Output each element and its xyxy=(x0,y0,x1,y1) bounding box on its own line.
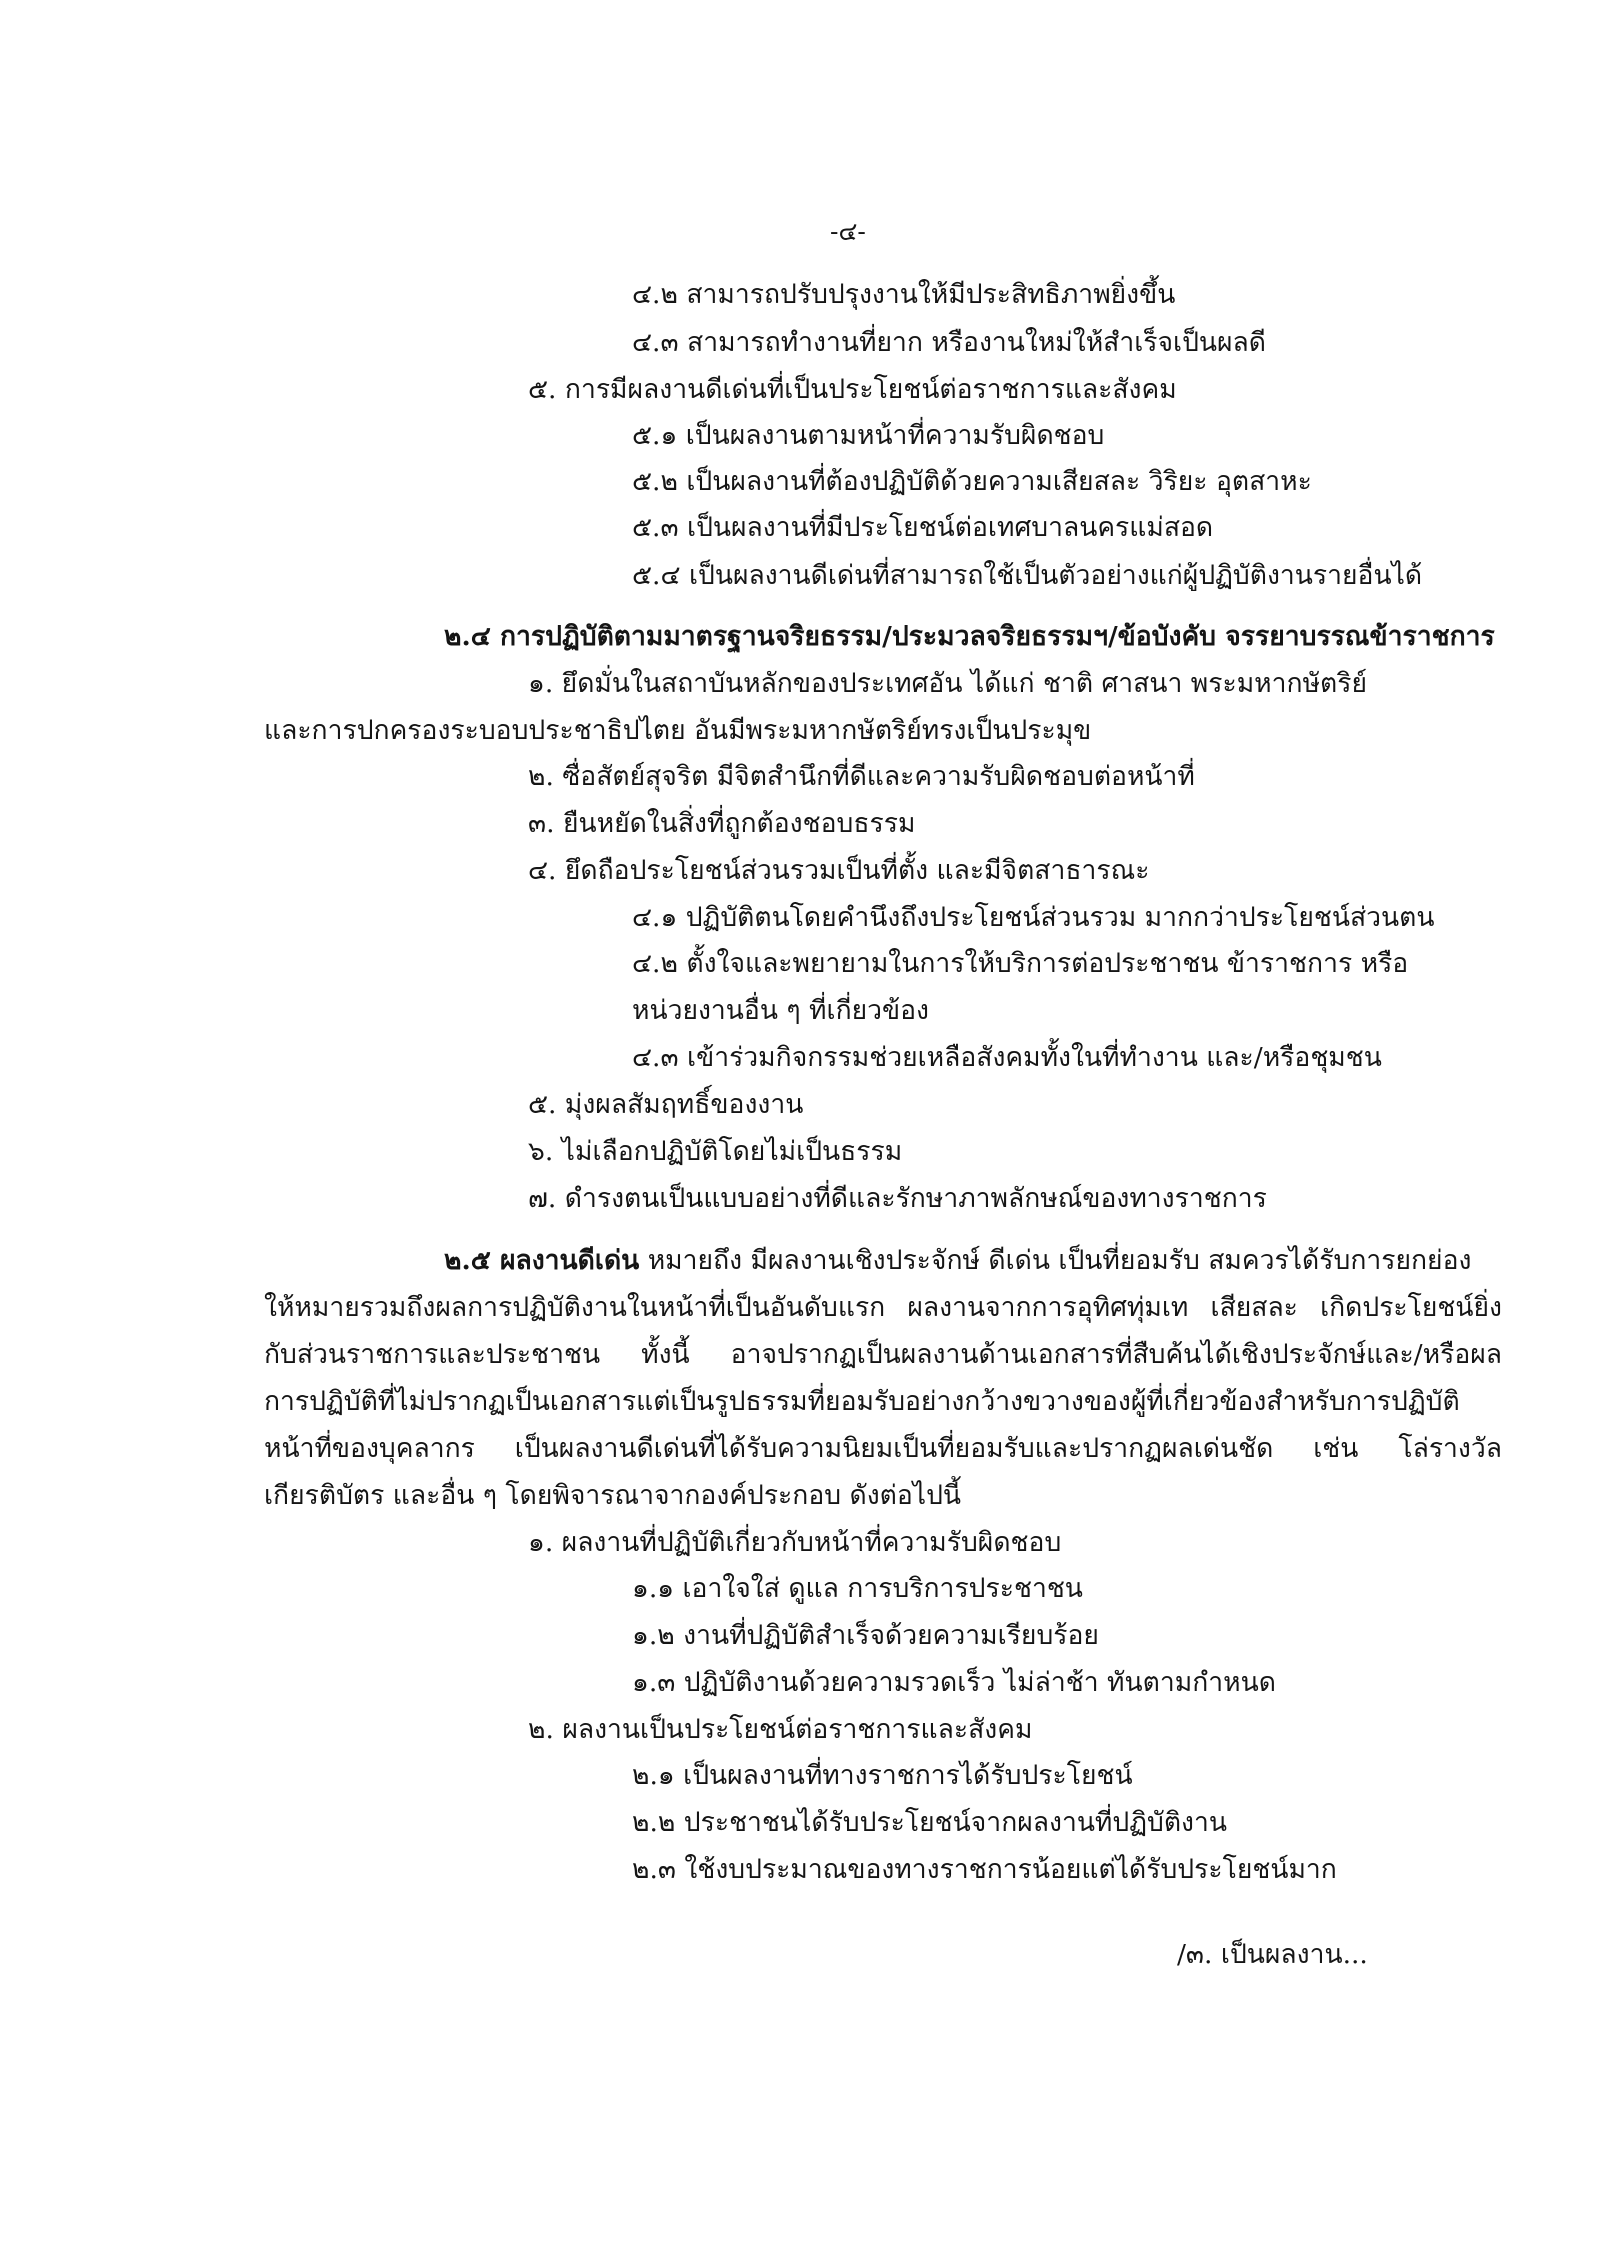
list-item-2-4-4-2-line2: หน่วยงานอื่น ๆ ที่เกี่ยวข้อง xyxy=(632,995,929,1026)
section-2-5-paragraph-line: การปฏิบัติที่ไม่ปรากฏเป็นเอกสารแต่เป็นรูปธรรมที่ยอมรับอย่างกว้างขวางของผู้ที่เกี่ยวข้องสำหรับการปฏิบัติ xyxy=(264,1386,1460,1417)
list-item-2-4-7: ๗. ดำรงตนเป็นแบบอย่างที่ดีและรักษาภาพลักษณ์ของทางราชการ xyxy=(528,1183,1267,1214)
list-item-2-5-2-2: ๒.๒ ประชาชนได้รับประโยชน์จากผลงานที่ปฏิบัติงาน xyxy=(632,1807,1227,1838)
list-item-5-1: ๕.๑ เป็นผลงานตามหน้าที่ความรับผิดชอบ xyxy=(632,420,1105,451)
section-2-5-heading: ๒.๕ ผลงานดีเด่น xyxy=(444,1245,640,1276)
list-item-2-5-1-3: ๑.๓ ปฏิบัติงานด้วยความรวดเร็ว ไม่ล่าช้า ทันตามกำหนด xyxy=(632,1667,1276,1698)
list-item-2-4-4-2-line1: ๔.๒ ตั้งใจและพยายามในการให้บริการต่อประชาชน ข้าราชการ หรือ xyxy=(632,948,1409,979)
section-2-4-heading: ๒.๔ การปฏิบัติตามมาตรฐานจริยธรรม/ประมวลจริยธรรมฯ/ข้อบังคับ จรรยาบรรณข้าราชการ xyxy=(444,621,1495,652)
section-2-5-paragraph-line: ให้หมายรวมถึงผลการปฏิบัติงานในหน้าที่เป็นอันดับแรก ผลงานจากการอุทิศทุ่มเท เสียสละ เกิดประโยชน์ยิ่ง xyxy=(264,1292,1502,1323)
section-2-5-paragraph-line: หมายถึง มีผลงานเชิงประจักษ์ ดีเด่น เป็นที่ยอมรับ สมควรได้รับการยกย่อง xyxy=(647,1245,1472,1276)
section-2-5-paragraph-line: กับส่วนราชการและประชาชน ทั้งนี้ อาจปรากฏเป็นผลงานด้านเอกสารที่สืบค้นได้เชิงประจักษ์และ/หรือผล xyxy=(264,1339,1502,1370)
list-item-2-5-2-1: ๒.๑ เป็นผลงานที่ทางราชการได้รับประโยชน์ xyxy=(632,1760,1133,1791)
section-2-5-paragraph-line: หน้าที่ของบุคลากร เป็นผลงานดีเด่นที่ได้รับความนิยมเป็นที่ยอมรับและปรากฏผลเด่นชัด เช่น โล่รางวัล xyxy=(264,1433,1502,1464)
list-item-2-4-1-line2: และการปกครองระบอบประชาธิปไตย อันมีพระมหากษัตริย์ทรงเป็นประมุข xyxy=(264,715,1092,746)
list-item-2-4-1-line1: ๑. ยึดมั่นในสถาบันหลักของประเทศอัน ได้แก่ ชาติ ศาสนา พระมหากษัตริย์ xyxy=(528,668,1368,699)
list-item-2-4-4: ๔. ยึดถือประโยชน์ส่วนรวมเป็นที่ตั้ง และมีจิตสาธารณะ xyxy=(528,855,1150,886)
section-2-5-first-line xyxy=(444,1241,1471,1281)
section-5-heading: ๕. การมีผลงานดีเด่นที่เป็นประโยชน์ต่อราชการและสังคม xyxy=(528,374,1177,405)
page-number: -๔- xyxy=(830,217,866,246)
list-item-2-4-6: ๖. ไม่เลือกปฏิบัติโดยไม่เป็นธรรม xyxy=(528,1136,903,1167)
list-item-4-2: ๔.๒ สามารถปรับปรุงงานให้มีประสิทธิภาพยิ่งขึ้น xyxy=(632,279,1176,310)
list-item-2-4-3: ๓. ยืนหยัดในสิ่งที่ถูกต้องชอบธรรม xyxy=(528,808,916,839)
list-item-4-3: ๔.๓ สามารถทำงานที่ยาก หรืองานใหม่ให้สำเร็จเป็นผลดี xyxy=(632,327,1267,358)
list-item-5-4: ๕.๔ เป็นผลงานดีเด่นที่สามารถใช้เป็นตัวอย่างแก่ผู้ปฏิบัติงานรายอื่นได้ xyxy=(632,560,1423,591)
list-item-2-4-5: ๕. มุ่งผลสัมฤทธิ์ของงาน xyxy=(528,1089,804,1120)
section-2-5-paragraph-line: เกียรติบัตร และอื่น ๆ โดยพิจารณาจากองค์ประกอบ ดังต่อไปนี้ xyxy=(264,1480,962,1511)
list-item-2-5-2: ๒. ผลงานเป็นประโยชน์ต่อราชการและสังคม xyxy=(528,1714,1033,1745)
list-item-2-4-2: ๒. ซื่อสัตย์สุจริต มีจิตสำนึกที่ดีและความรับผิดชอบต่อหน้าที่ xyxy=(528,761,1195,792)
list-item-2-4-4-3: ๔.๓ เข้าร่วมกิจกรรมช่วยเหลือสังคมทั้งในที่ทำงาน และ/หรือชุมชน xyxy=(632,1042,1382,1073)
list-item-2-4-4-1: ๔.๑ ปฏิบัติตนโดยคำนึงถึงประโยชน์ส่วนรวม มากกว่าประโยชน์ส่วนตน xyxy=(632,902,1435,933)
list-item-5-2: ๕.๒ เป็นผลงานที่ต้องปฏิบัติด้วยความเสียสละ วิริยะ อุตสาหะ xyxy=(632,466,1312,497)
list-item-5-3: ๕.๓ เป็นผลงานที่มีประโยชน์ต่อเทศบาลนครแม่สอด xyxy=(632,512,1214,543)
list-item-2-5-1-1: ๑.๑ เอาใจใส่ ดูแล การบริการประชาชน xyxy=(632,1573,1083,1604)
list-item-2-5-1-2: ๑.๒ งานที่ปฏิบัติสำเร็จด้วยความเรียบร้อย xyxy=(632,1620,1099,1651)
list-item-2-5-1: ๑. ผลงานที่ปฏิบัติเกี่ยวกับหน้าที่ความรับผิดชอบ xyxy=(528,1527,1062,1558)
list-item-2-5-2-3: ๒.๓ ใช้งบประมาณของทางราชการน้อยแต่ได้รับประโยชน์มาก xyxy=(632,1854,1337,1885)
continuation-note: /๓. เป็นผลงาน... xyxy=(1177,1939,1368,1970)
